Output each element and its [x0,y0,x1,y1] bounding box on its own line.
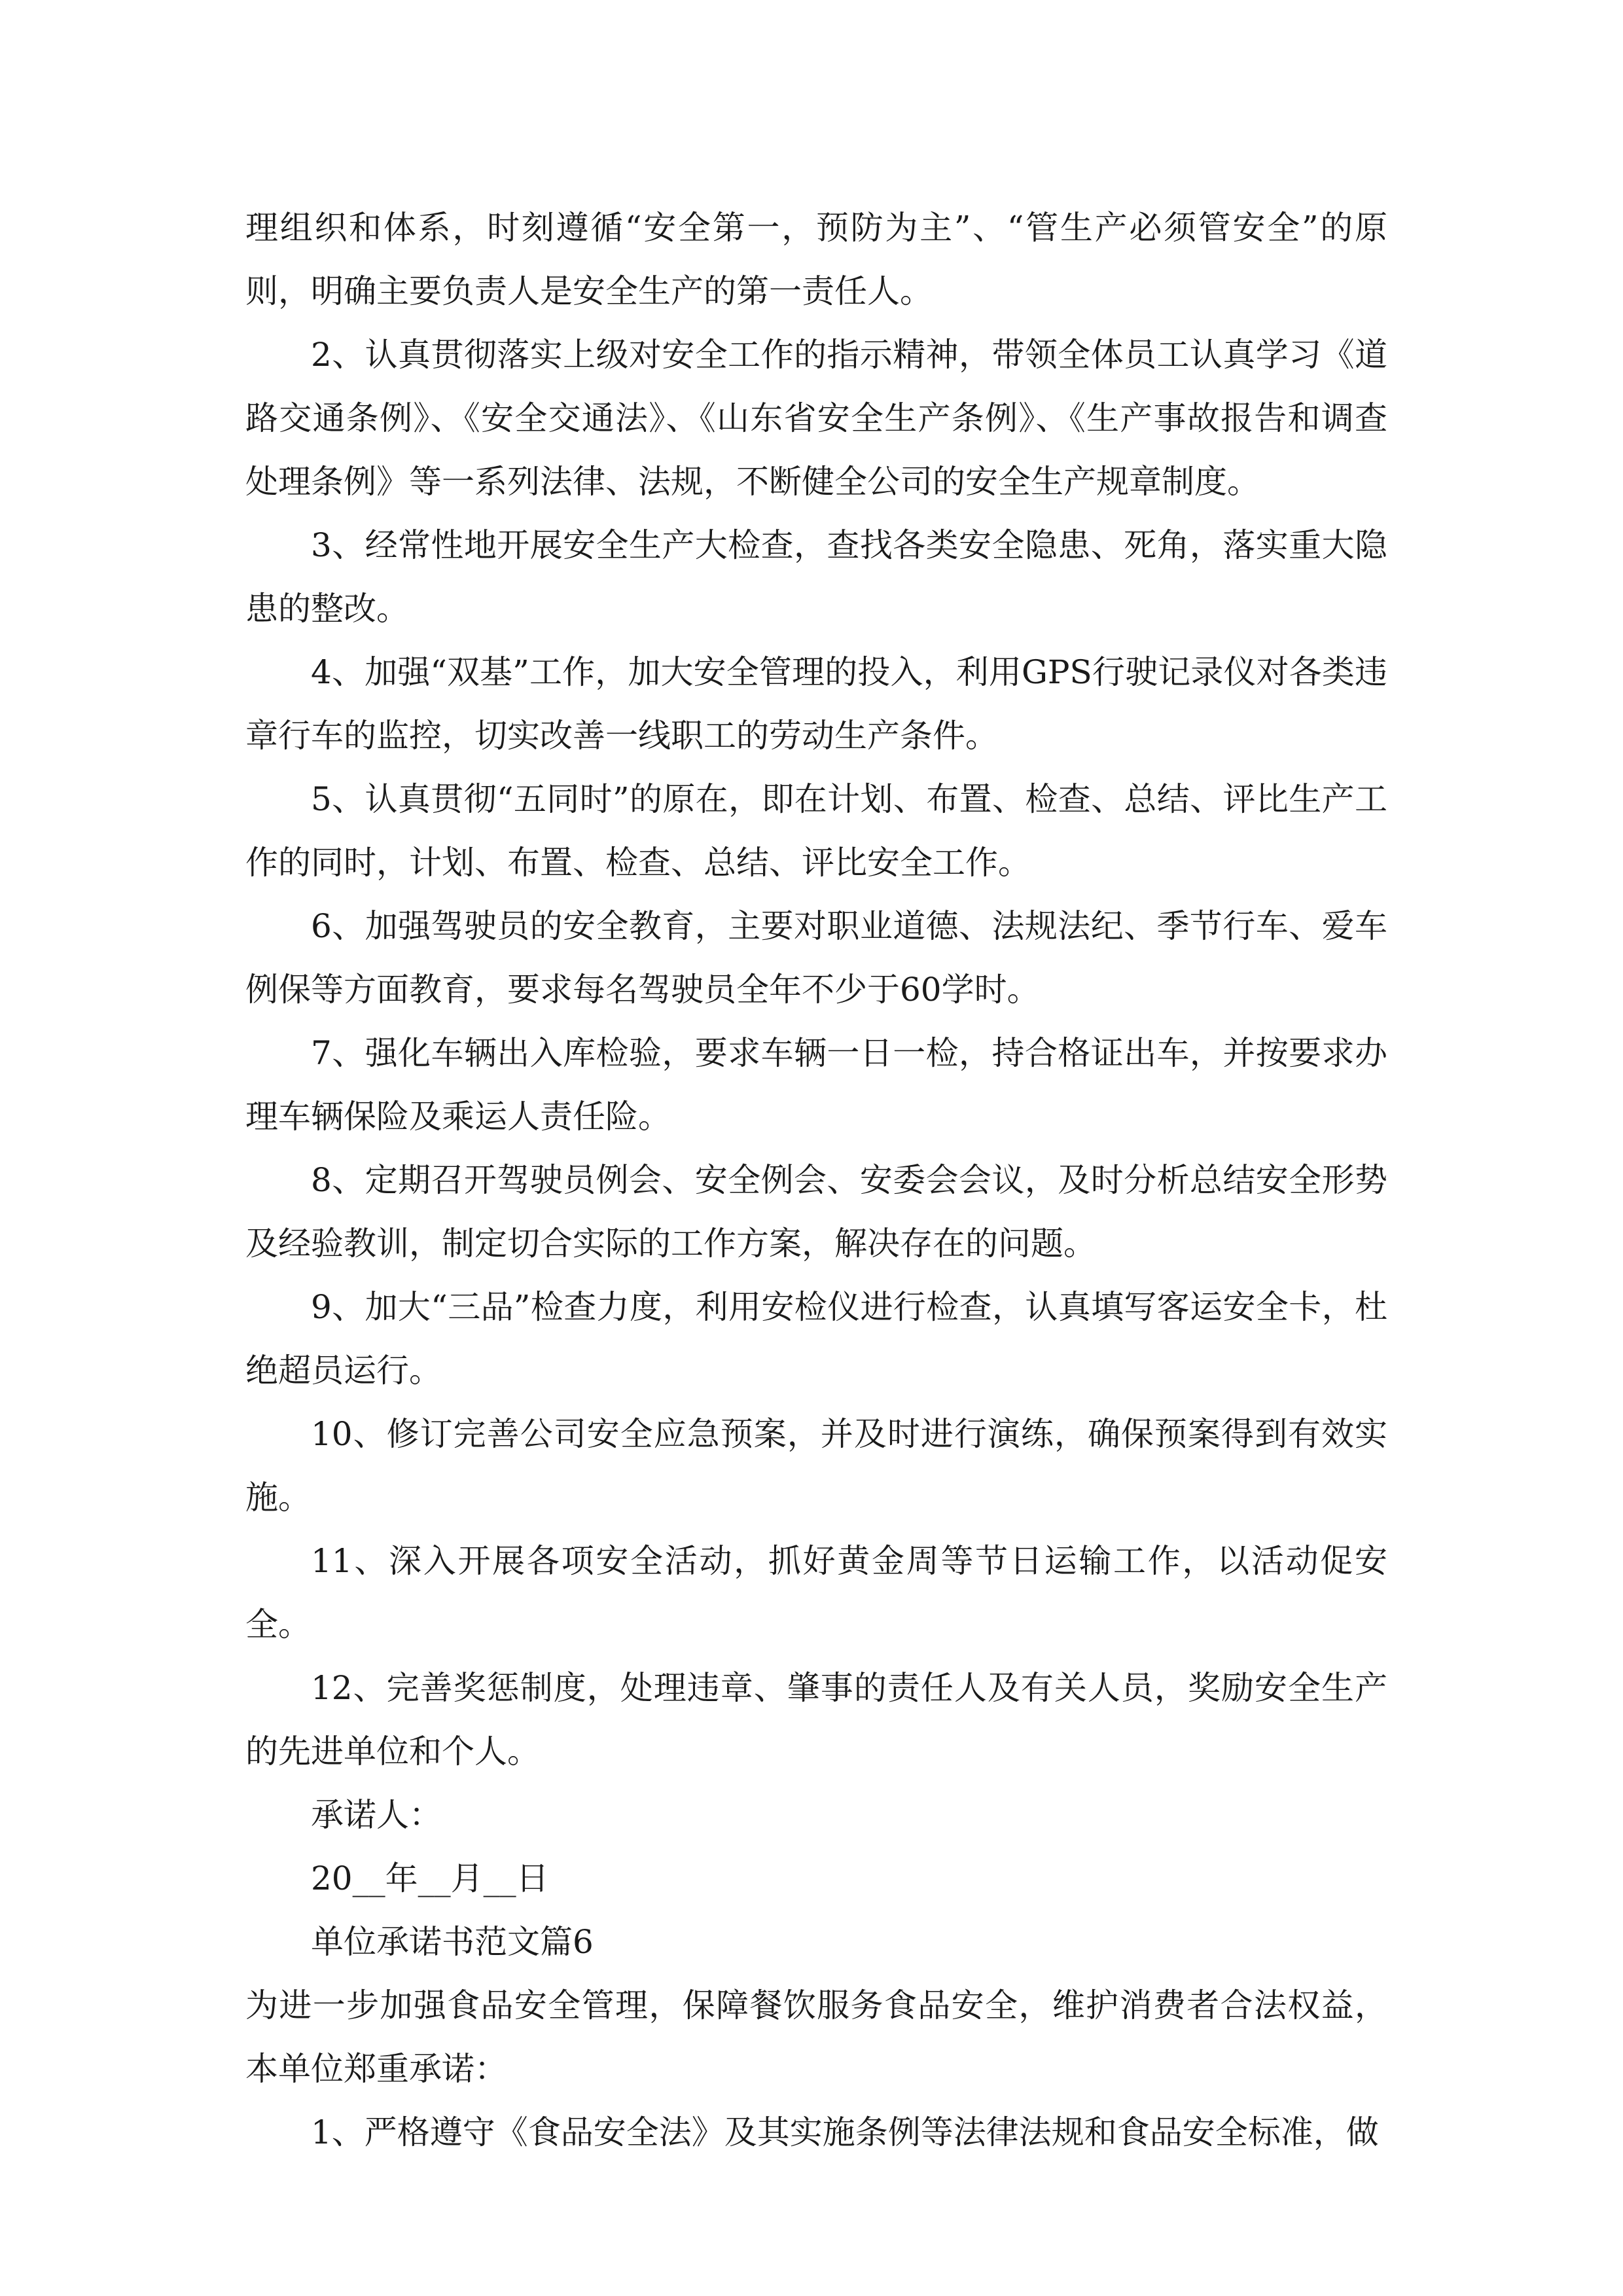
paragraph-item-1: 1、严格遵守《食品安全法》及其实施条例等法律法规和食品安全标准，做 [311,2113,1379,2151]
paragraph-item-5: 5、认真贯彻“五同时”的原在，即在计划、布置、检查、总结、评比生产工作的同时，计划、布置、检查、总结、评比安全工作。 [245,780,1387,882]
paragraph-item-8: 8、定期召开驾驶员例会、安全例会、安委会会议，及时分析总结安全形势及经验教训，制定切合实际的工作方案，解决存在的问题。 [245,1161,1387,1263]
paragraph-item-3: 3、经常性地开展安全生产大检查，查找各类安全隐患、死角，落实重大隐患的整改。 [245,526,1387,628]
paragraph-intro: 为进一步加强食品安全管理，保障餐饮服务食品安全，维护消费者合法权益，本单位郑重承诺： [245,1986,1387,2088]
paragraph-item-9: 9、加大“三品”检查力度，利用安检仪进行检查，认真填写客运安全卡，杜绝超员运行。 [245,1288,1387,1390]
paragraph-item-6: 6、加强驾驶员的安全教育，主要对职业道德、法规法纪、季节行车、爱车例保等方面教育，要求每名驾驶员全年不少于60学时。 [245,907,1387,1009]
paragraph-continuation: 理组织和体系，时刻遵循“安全第一，预防为主”、“管生产必须管安全”的原则，明确主要负责人是安全生产的第一责任人。 [245,209,1387,310]
paragraph-item-4: 4、加强“双基”工作，加大安全管理的投入，利用GPS行驶记录仪对各类违章行车的监控，切实改善一线职工的劳动生产条件。 [245,653,1387,755]
paragraph-item-12: 12、完善奖惩制度，处理违章、肇事的责任人及有关人员，奖励安全生产的先进单位和个人。 [245,1669,1387,1770]
signatory-line: 承诺人： [311,1796,442,1834]
paragraph-item-7: 7、强化车辆出入库检验，要求车辆一日一检，持合格证出车，并按要求办理车辆保险及乘运人责任险。 [245,1034,1387,1136]
paragraph-item-10: 10、修订完善公司安全应急预案，并及时进行演练，确保预案得到有效实施。 [245,1415,1387,1516]
section-heading: 单位承诺书范文篇6 [311,1923,594,1961]
paragraph-item-11: 11、深入开展各项安全活动，抓好黄金周等节日运输工作，以活动促安全。 [245,1542,1387,1643]
date-line: 20__年__月__日 [311,1859,549,1897]
paragraph-item-2: 2、认真贯彻落实上级对安全工作的指示精神，带领全体员工认真学习《道路交通条例》、《安全交通法》、《山东省安全生产条例》、《生产事故报告和调查处理条例》等一系列法律、法规，不断健全公司的安全生产规章制度。 [245,336,1387,501]
document-body [245,196,1387,2164]
